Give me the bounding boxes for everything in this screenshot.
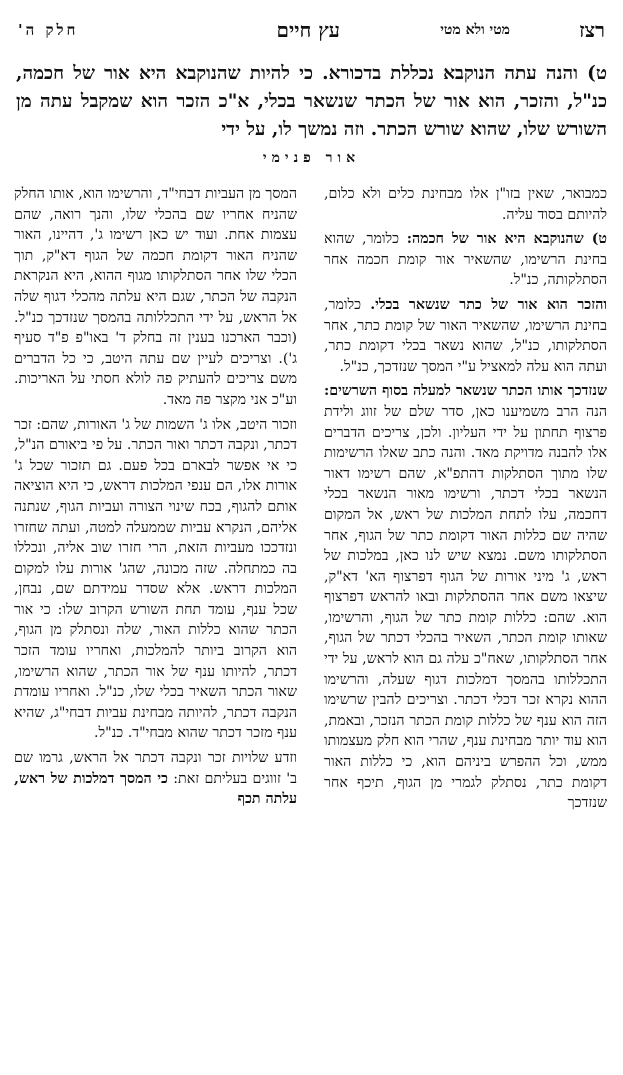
book-part: חלק ה' — [18, 21, 79, 39]
book-title: עץ חיים — [276, 18, 340, 42]
paragraph-text: כלומר, בחינת הרשימו, שהשאיר האור של קומת כתר, אחר הסתלקותו, כנ"ל, שהוא נשאר בכלי דקומת כתר, ועתה הוא עלה למאציל ע"י המסך שנזדכך, כנ"ל. — [324, 296, 607, 375]
main-text: ט) והנה עתה הנוקבא נכללת בדכורא. כי להיות שהנוקבא היא אור של חכמה, כנ"ל, והזכר, הוא אור של הכתר שנשאר בכלי, א"כ הזכר הוא שמקבל עתה מן השורש שלו, שהוא שורש הכתר. וזה נמשך לו, על ידי — [16, 63, 607, 140]
commentary-title: אור פנימי — [262, 150, 361, 166]
paragraph-text: המסך מן העביות דבחי"ד, והרשימו הוא, אותו החלק שהניח אחריו שם בהכלי שלו, והנך רואה, שהם עצמות אחת. ועוד יש כאן רשימו ג', דהיינו, האור שהניח האור דקומת חכמה של הגוף דא"ק, תוך הכלי שלו אחר הסתלקותו מגוף ההוא, היא הנקראת הנקבה של הכתר, שגם היא עלתה מהכלי דגוף שלה אל הראש, על ידי התכללותה בהמסך שנזדכך כנ"ל. (וכבר הארכנו בענין זה בחלק ד' באו"פ פ"ד סעיף ג'). וצריכים לעיין שם עתה היטב, כי כל הדברים משם צריכים להעתיק פה לולא חסתי על האריכות. וע"כ אני מקצר פה מאד. — [14, 186, 297, 408]
paragraph-lead: שנזדכך אותו הכתר שנשאר למעלה בסוף השרשים: — [324, 383, 607, 400]
left-column — [14, 184, 297, 1064]
paragraph-text: כמבואר, שאין בזו"ן אלו מבחינת כלים ולא כלום, להיותם בסוד עליה. — [324, 186, 607, 223]
page-header — [18, 18, 605, 48]
page-number: רצז — [579, 18, 605, 42]
paragraph — [14, 184, 297, 411]
paragraph — [14, 415, 297, 745]
paragraph-lead: ט) שהנוקבא היא אור של חכמה: — [406, 231, 607, 248]
section-subtitle: מטי ולא מטי — [440, 22, 510, 38]
paragraph-lead: והזכר הוא אור של כתר שנשאר בכלי. — [370, 296, 607, 313]
paragraph-text: וזדע שלויות זכר ונקבה דכתר אל הראש, גרמו שם ב' זווגים בעליתם זאת: — [14, 750, 297, 787]
paragraph — [324, 295, 607, 377]
paragraph — [324, 381, 607, 813]
paragraph-emphasis: כי המסך דמלכות של ראש, עלתה תכף — [14, 770, 297, 808]
paragraph — [14, 748, 297, 810]
paragraph — [324, 184, 607, 225]
paragraph-text: וזכור היטב, אלו ג' השמות של ג' האורות, שהם: זכר דכתר, ונקבה דכתר ואור הכתר. על פי ביאורם הנ"ל, כי אי אפשר לבארם בכל פעם. גם תזכור שכל ג' אורות אלו, הם ענפי המלכות דראש, כי היא הוציאה אותם להגוף, בכח שינוי הצורה ועביות הגוף, שנתנה אליהם, הנקרא עביות שממעלה למטה, ועתה שחזרו ונזדככו מעביות הזאת, הרי חזרו שוב אליה, ונכללו בה כמתחלה. שזה מכונה, שהג' אורות עלו למקום המלכות דראש. אלא שסדר עמידתם שם, נבחן, שכל ענף, עומד תחת השורש הקרוב שלו: כי אור הכתר שהוא כללות האור, שלה ונסתלק מן הגוף, הוא הקרוב ביותר להמלכות, ואחריו עומד הזכר דכתר, להיותו ענף של אור הכתר, שהוא הרשימו, שאור הכתר השאיר בכלי שלו, כנ"ל. ואחריו עומדת הנקבה דכתר, להיותה מבחינת עביות דבחי"ג, שהיא ענף מזכר דכתר שהוא מבחי"ד. כנ"ל. — [14, 416, 297, 742]
paragraph — [324, 229, 607, 291]
paragraph-text: כלומר, שהוא בחינת הרשימו, שהשאיר אור קומת חכמה אחר הסתלקותה, כנ"ל. — [324, 231, 607, 289]
right-column — [324, 184, 607, 1064]
paragraph-text: הנה הרב משמיענו כאן, סדר שלם של זווג ולידת פרצוף תחתון על ידי העליון. ולכן, צריכים הדברים אלו להבנה מדויקת מאד. והנה כתב שאלו הרשימות שלו מתוך הסתלקות דהתפ"א, שהם רשימו דאור הנשאר בכלי דכתר, ורשימו מאור הנשאר בכלי דחכמה, עלו לתחת המלכות של ראש, אל המקום שהיה שם כללות האור דקומת כתר של הגוף, אחר הסתלקותו משם. נמצא שיש לנו כאן, במלכות של ראש, ג' מיני אורות של הגוף דפרצוף הא' דא"ק, שיצאו משם אחר ההסתלקות ובאו להראש דפרצוף הוא. שהם: כללות קומת כתר של הגוף, והרשימו, שאותו קומת הכתר, השאיר בהכלי דכתר של הגוף, אחר הסתלקותו, שאח"כ עלה גם הוא לראש, על ידי התכללותו בהמסך דמלכות דגוף שעלה, והרשימו ההוא נקרא זכר דכלי דכתר. וצריכים להבין שרשימו הזה הוא ענף של כללות קומת הכתר הנזכר, ובאמת, הוא עוד יותר מבחינת ענף, שהרי הוא חלק מעצמותו ממש, וכל ההפרש ביניהם הוא, כי כללות האור דקומת כתר, נסתלק לגמרי מן הגוף, תיכף אחר שנזדכך — [324, 403, 607, 812]
